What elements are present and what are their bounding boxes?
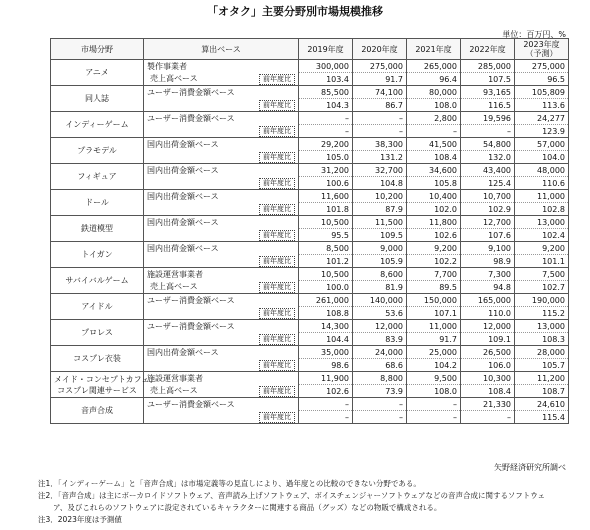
value-cell: – — [353, 398, 407, 411]
yoy-value-cell: 116.5 — [461, 99, 515, 112]
value-cell: 93,165 — [461, 86, 515, 99]
yoy-value-cell: – — [299, 125, 353, 138]
table-row — [51, 60, 569, 73]
yoy-value-cell: 103.4 — [299, 73, 353, 86]
yoy-value-cell: 108.7 — [515, 385, 569, 398]
value-cell: 265,000 — [407, 60, 461, 73]
yoy-value-cell: – — [407, 411, 461, 424]
yoy-value-cell: 101.1 — [515, 255, 569, 268]
basis-label-line2: 売上高ベース — [150, 385, 198, 395]
yoy-label: 前年度比 — [259, 386, 295, 397]
value-cell: 21,330 — [461, 398, 515, 411]
yoy-value-cell: 106.0 — [461, 359, 515, 372]
value-cell: 8,800 — [353, 372, 407, 385]
basis-sub-cell — [144, 99, 299, 112]
yoy-value-cell: 110.0 — [461, 307, 515, 320]
yoy-value-cell: 104.0 — [515, 151, 569, 164]
value-cell: 285,000 — [461, 60, 515, 73]
yoy-value-cell: 102.9 — [461, 203, 515, 216]
yoy-value-cell: 102.2 — [407, 255, 461, 268]
yoy-value-cell: 101.8 — [299, 203, 353, 216]
segment-label: ドール — [85, 198, 109, 207]
segment-cell — [51, 164, 144, 190]
value-cell: 34,600 — [407, 164, 461, 177]
segment-label: プロレス — [81, 328, 113, 337]
yoy-value-cell: 94.8 — [461, 281, 515, 294]
value-cell: 85,500 — [299, 86, 353, 99]
yoy-value-cell: 115.2 — [515, 307, 569, 320]
value-cell: 12,000 — [353, 320, 407, 333]
header-year-forecast — [515, 39, 569, 60]
yoy-value-cell: – — [461, 411, 515, 424]
segment-cell — [51, 112, 144, 138]
value-cell: 24,610 — [515, 398, 569, 411]
basis-sub-cell — [144, 151, 299, 164]
table-title: 「オタク」主要分野別市場規模推移 — [207, 5, 383, 18]
header-year: 2020年度 — [353, 39, 407, 60]
yoy-value-cell: 115.4 — [515, 411, 569, 424]
value-cell: 9,200 — [407, 242, 461, 255]
segment-label: 鉄道模型 — [81, 224, 113, 233]
yoy-value-cell: 109.5 — [353, 229, 407, 242]
basis-sub-cell — [144, 203, 299, 216]
yoy-value-cell: 108.4 — [461, 385, 515, 398]
yoy-value-cell: 123.9 — [515, 125, 569, 138]
table-row — [51, 164, 569, 177]
basis-sub-cell — [144, 385, 299, 398]
unit-label: 単位：百万円、% — [502, 30, 566, 39]
yoy-value-cell: 110.6 — [515, 177, 569, 190]
yoy-value-cell: 100.0 — [299, 281, 353, 294]
yoy-value-cell: 81.9 — [353, 281, 407, 294]
value-cell: 74,100 — [353, 86, 407, 99]
table-row — [51, 346, 569, 359]
value-cell: 10,500 — [299, 268, 353, 281]
yoy-label: 前年度比 — [259, 334, 295, 345]
value-cell: 13,000 — [515, 216, 569, 229]
segment-cell — [51, 86, 144, 112]
value-cell: 7,700 — [407, 268, 461, 281]
value-cell: 11,600 — [299, 190, 353, 203]
value-cell: 32,700 — [353, 164, 407, 177]
yoy-value-cell: 102.0 — [407, 203, 461, 216]
segment-cell — [51, 294, 144, 320]
segment-label: コスプレ関連サービス — [57, 385, 137, 395]
yoy-value-cell: 107.6 — [461, 229, 515, 242]
table-row — [51, 112, 569, 125]
yoy-value-cell: 102.6 — [299, 385, 353, 398]
segment-label: アニメ — [85, 68, 109, 77]
basis-cell: 施設運営事業者 — [144, 372, 299, 385]
table-row — [51, 320, 569, 333]
value-cell: 11,000 — [515, 190, 569, 203]
yoy-label: 前年度比 — [259, 282, 295, 293]
value-cell: 12,000 — [461, 320, 515, 333]
basis-cell: ユーザー消費金額ベース — [144, 294, 299, 307]
header-segment: 市場分野 — [51, 39, 144, 60]
value-cell: 80,000 — [407, 86, 461, 99]
yoy-value-cell: 100.6 — [299, 177, 353, 190]
yoy-value-cell: 132.0 — [461, 151, 515, 164]
value-cell: 275,000 — [515, 60, 569, 73]
yoy-value-cell: 108.0 — [407, 99, 461, 112]
yoy-value-cell: 109.1 — [461, 333, 515, 346]
value-cell: 190,000 — [515, 294, 569, 307]
yoy-value-cell: 98.6 — [299, 359, 353, 372]
yoy-value-cell: 96.5 — [515, 73, 569, 86]
footnote: 注2．「音声合成」は主にボーカロイドソフトウェア、音声読み上げソフトウェア、ボイスチェンジャーソフトウェアなどの音声合成に関するソフトウェ — [38, 491, 546, 500]
value-cell: 11,000 — [407, 320, 461, 333]
yoy-value-cell: 108.0 — [407, 385, 461, 398]
segment-cell — [51, 346, 144, 372]
segment-cell — [51, 268, 144, 294]
yoy-value-cell: 131.2 — [353, 151, 407, 164]
yoy-value-cell: 108.3 — [515, 333, 569, 346]
value-cell: 8,600 — [353, 268, 407, 281]
yoy-value-cell: 104.2 — [407, 359, 461, 372]
value-cell: – — [299, 398, 353, 411]
header-year-forecast-text: 2023年度 （予測） — [523, 40, 560, 58]
basis-label-line2: 売上高ベース — [150, 281, 198, 291]
table-row — [51, 242, 569, 255]
yoy-value-cell: – — [407, 125, 461, 138]
value-cell: 31,200 — [299, 164, 353, 177]
segment-label: フィギュア — [77, 172, 117, 181]
header-year: 2021年度 — [407, 39, 461, 60]
value-cell: 10,200 — [353, 190, 407, 203]
value-cell: 105,809 — [515, 86, 569, 99]
value-cell: 140,000 — [353, 294, 407, 307]
yoy-value-cell: 104.3 — [299, 99, 353, 112]
footnote: 注3．2023年度は予測値 — [38, 515, 122, 524]
yoy-value-cell: 102.4 — [515, 229, 569, 242]
value-cell: 48,000 — [515, 164, 569, 177]
yoy-value-cell: 107.1 — [407, 307, 461, 320]
value-cell: – — [407, 398, 461, 411]
basis-sub-cell — [144, 359, 299, 372]
yoy-value-cell: 113.6 — [515, 99, 569, 112]
value-cell: 57,000 — [515, 138, 569, 151]
yoy-label: 前年度比 — [259, 308, 295, 319]
segment-label: トイガン — [81, 250, 113, 259]
yoy-value-cell: 102.8 — [515, 203, 569, 216]
table-row — [51, 398, 569, 411]
footnotes — [38, 478, 545, 526]
value-cell: 41,500 — [407, 138, 461, 151]
segment-label: 同人誌 — [85, 94, 109, 103]
header-year: 2019年度 — [299, 39, 353, 60]
yoy-value-cell: 107.5 — [461, 73, 515, 86]
yoy-value-cell: 95.5 — [299, 229, 353, 242]
yoy-value-cell: – — [353, 125, 407, 138]
segment-label: アイドル — [81, 302, 113, 311]
yoy-value-cell: 87.9 — [353, 203, 407, 216]
basis-cell: 施設運営事業者 — [144, 268, 299, 281]
table-row — [51, 86, 569, 99]
segment-label: メイド・コンセプトカフェ、 — [54, 374, 158, 384]
yoy-value-cell: 68.6 — [353, 359, 407, 372]
value-cell: 11,500 — [353, 216, 407, 229]
value-cell: 275,000 — [353, 60, 407, 73]
basis-sub-cell — [144, 177, 299, 190]
value-cell: 9,000 — [353, 242, 407, 255]
yoy-value-cell: 91.7 — [407, 333, 461, 346]
table-row — [51, 372, 569, 385]
value-cell: 10,400 — [407, 190, 461, 203]
yoy-value-cell: 102.6 — [407, 229, 461, 242]
value-cell: 150,000 — [407, 294, 461, 307]
segment-cell — [51, 242, 144, 268]
basis-sub-cell — [144, 307, 299, 320]
value-cell: 9,200 — [515, 242, 569, 255]
yoy-value-cell: 104.4 — [299, 333, 353, 346]
segment-cell — [51, 398, 144, 424]
basis-sub-cell — [144, 281, 299, 294]
yoy-label: 前年度比 — [259, 204, 295, 215]
value-cell: 25,000 — [407, 346, 461, 359]
yoy-label: 前年度比 — [259, 178, 295, 189]
segment-label: 音声合成 — [81, 406, 113, 415]
basis-sub-cell — [144, 229, 299, 242]
table-row — [51, 294, 569, 307]
value-cell: – — [299, 112, 353, 125]
value-cell: 10,300 — [461, 372, 515, 385]
value-cell: 14,300 — [299, 320, 353, 333]
table-row — [51, 190, 569, 203]
yoy-label: 前年度比 — [259, 256, 295, 267]
table-body — [51, 60, 569, 424]
value-cell: 29,200 — [299, 138, 353, 151]
header-basis: 算出ベース — [144, 39, 299, 60]
value-cell: 35,000 — [299, 346, 353, 359]
value-cell: 19,596 — [461, 112, 515, 125]
basis-sub-cell — [144, 411, 299, 424]
yoy-label: 前年度比 — [259, 152, 295, 163]
basis-sub-cell — [144, 125, 299, 138]
segment-cell — [51, 138, 144, 164]
basis-cell: 国内出荷金額ベース — [144, 164, 299, 177]
segment-label: サバイバルゲーム — [65, 276, 129, 285]
value-cell: 43,400 — [461, 164, 515, 177]
yoy-label: 前年度比 — [259, 100, 295, 111]
yoy-label: 前年度比 — [259, 412, 295, 423]
yoy-value-cell: – — [353, 411, 407, 424]
value-cell: 10,500 — [299, 216, 353, 229]
segment-label: インディーゲーム — [65, 120, 129, 129]
basis-sub-cell — [144, 73, 299, 86]
value-cell: 10,700 — [461, 190, 515, 203]
value-cell: 261,000 — [299, 294, 353, 307]
yoy-value-cell: 89.5 — [407, 281, 461, 294]
value-cell: 9,500 — [407, 372, 461, 385]
segment-cell — [51, 190, 144, 216]
basis-cell: 製作事業者 — [144, 60, 299, 73]
yoy-value-cell: 86.7 — [353, 99, 407, 112]
value-cell: 300,000 — [299, 60, 353, 73]
basis-cell: ユーザー消費金額ベース — [144, 320, 299, 333]
table-row — [51, 138, 569, 151]
header-year: 2022年度 — [461, 39, 515, 60]
segment-label: コスプレ衣装 — [73, 354, 121, 363]
value-cell: 9,100 — [461, 242, 515, 255]
basis-cell: ユーザー消費金額ベース — [144, 398, 299, 411]
basis-cell: 国内出荷金額ベース — [144, 190, 299, 203]
yoy-value-cell: 125.4 — [461, 177, 515, 190]
basis-cell: ユーザー消費金額ベース — [144, 86, 299, 99]
value-cell: 8,500 — [299, 242, 353, 255]
basis-cell: 国内出荷金額ベース — [144, 346, 299, 359]
value-cell: 11,900 — [299, 372, 353, 385]
value-cell: – — [353, 112, 407, 125]
yoy-value-cell: – — [461, 125, 515, 138]
yoy-value-cell: 98.9 — [461, 255, 515, 268]
segment-cell — [51, 372, 158, 398]
header-row — [51, 39, 569, 60]
segment-cell — [51, 216, 144, 242]
value-cell: 13,000 — [515, 320, 569, 333]
value-cell: 26,500 — [461, 346, 515, 359]
value-cell: 24,000 — [353, 346, 407, 359]
value-cell: 24,277 — [515, 112, 569, 125]
footnote: ア、及びこれらのソフトウェアに設定されているキャラクターに関連する商品（グッズ）などの物販で構成される。 — [38, 503, 442, 512]
yoy-value-cell: 105.9 — [353, 255, 407, 268]
yoy-label: 前年度比 — [259, 230, 295, 241]
basis-cell: 国内出荷金額ベース — [144, 138, 299, 151]
market-size-table — [50, 38, 569, 424]
footnote: 注1．「インディーゲーム」と「音声合成」は市場定義等の見直しにより、過年度との比較のできない分野である。 — [38, 479, 421, 488]
value-cell: 165,000 — [461, 294, 515, 307]
yoy-value-cell: – — [299, 411, 353, 424]
segment-cell — [51, 320, 144, 346]
yoy-value-cell: 102.7 — [515, 281, 569, 294]
value-cell: 38,300 — [353, 138, 407, 151]
value-cell: 2,800 — [407, 112, 461, 125]
table-row — [51, 268, 569, 281]
yoy-value-cell: 91.7 — [353, 73, 407, 86]
yoy-value-cell: 105.0 — [299, 151, 353, 164]
yoy-value-cell: 105.8 — [407, 177, 461, 190]
basis-cell: 国内出荷金額ベース — [144, 216, 299, 229]
yoy-label: 前年度比 — [259, 74, 295, 85]
basis-cell: ユーザー消費金額ベース — [144, 112, 299, 125]
yoy-value-cell: 104.8 — [353, 177, 407, 190]
value-cell: 7,300 — [461, 268, 515, 281]
value-cell: 11,800 — [407, 216, 461, 229]
basis-label-line2: 売上高ベース — [150, 73, 198, 83]
segment-cell — [51, 60, 144, 86]
value-cell: 28,000 — [515, 346, 569, 359]
yoy-value-cell: 73.9 — [353, 385, 407, 398]
value-cell: 12,700 — [461, 216, 515, 229]
yoy-value-cell: 96.4 — [407, 73, 461, 86]
value-cell: 11,200 — [515, 372, 569, 385]
yoy-label: 前年度比 — [259, 360, 295, 371]
basis-cell: 国内出荷金額ベース — [144, 242, 299, 255]
yoy-value-cell: 108.4 — [407, 151, 461, 164]
yoy-label: 前年度比 — [259, 126, 295, 137]
yoy-value-cell: 105.7 — [515, 359, 569, 372]
table-row — [51, 216, 569, 229]
value-cell: 7,500 — [515, 268, 569, 281]
segment-label: プラモデル — [77, 146, 117, 155]
yoy-value-cell: 83.9 — [353, 333, 407, 346]
yoy-value-cell: 101.2 — [299, 255, 353, 268]
basis-sub-cell — [144, 255, 299, 268]
basis-sub-cell — [144, 333, 299, 346]
value-cell: 54,800 — [461, 138, 515, 151]
source-note: 矢野経済研究所調べ — [494, 463, 566, 472]
yoy-value-cell: 53.6 — [353, 307, 407, 320]
yoy-value-cell: 108.8 — [299, 307, 353, 320]
